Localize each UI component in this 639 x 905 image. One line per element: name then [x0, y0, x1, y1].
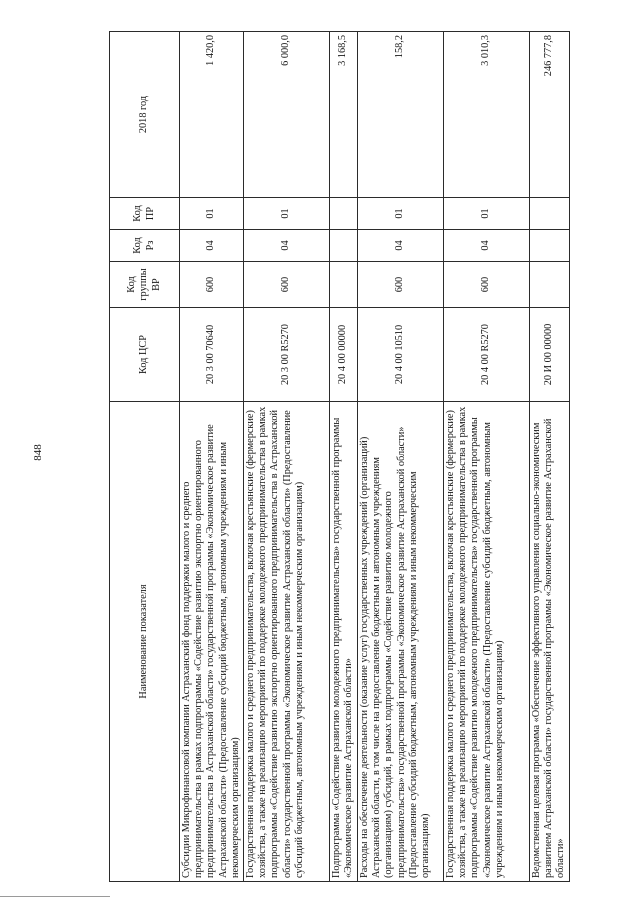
row-name: Субсидии Микрофинансовой компании Астраханский фонд поддержки малого и среднего предпринимательства в рамках подпрограммы «Содействие развитию экспортно ориентированного предпринимательства в Астраханской области» государственной программы «Экономическое развитие Астраханской области» (Предоставление субсидий бюджетным, автономным учреждениям и иным некоммерческим организациям): [180, 402, 244, 882]
row-rz: 04: [358, 230, 444, 262]
row-rz: [330, 230, 358, 262]
row-name: Подпрограмма «Содействие развитию молодежного предпринимательства» государственной программы «Экономическое развитие Астраханской области»: [330, 402, 358, 882]
header-rz: Код Рз: [110, 230, 180, 262]
row-pr: 01: [358, 198, 444, 230]
row-name: Расходы на обеспечение деятельности (оказание услуг) государственных учреждений (организаций) Астраханской области, в том числе на предоставление бюджетным и автономным учреждениям (организациям) субсидий, в рамках подпрограммы «Содействие развитию молодежного предпринимательства» государственной программы «Экономическое развитие Астраханской области» (Предоставление субсидий бюджетным, автономным учреждениям и иным некоммерческим организациям): [358, 402, 444, 882]
header-name: Наименование показателя: [110, 402, 180, 882]
row-amount: 1 420,0: [180, 32, 244, 198]
row-csr: 20 3 00 70640: [180, 308, 244, 402]
row-name: Государственная поддержка малого и среднего предпринимательства, включая крестьянские (фермерские) хозяйства, а также на реализацию мероприятий по поддержке молодежного предпринимательства в рамках подпрограммы «Содействие развитию экспортно ориентированного предпринимательства в Астраханской области» государственной программы «Экономическое развитие Астраханской области» (Предоставление субсидий бюджетным, автономным учреждениям и иным некоммерческим организациям): [244, 402, 330, 882]
header-csr: Код ЦСР: [110, 308, 180, 402]
row-pr: 01: [444, 198, 530, 230]
row-rz: 04: [180, 230, 244, 262]
row-csr: 20 4 00 10510: [358, 308, 444, 402]
row-amount: 158,2: [358, 32, 444, 198]
row-vr: 600: [244, 262, 330, 308]
row-rz: 04: [444, 230, 530, 262]
page-number: 848: [32, 444, 44, 461]
row-rz: 04: [244, 230, 330, 262]
row-pr: 01: [180, 198, 244, 230]
header-year: 2018 год: [110, 32, 180, 198]
row-vr: 600: [180, 262, 244, 308]
row-amount: 246 777,8: [530, 32, 570, 198]
row-pr: [330, 198, 358, 230]
row-vr: 600: [444, 262, 530, 308]
table-row: [358, 32, 444, 882]
row-vr: [330, 262, 358, 308]
table-row: [530, 32, 570, 882]
scan-edge-line: [0, 896, 110, 897]
row-csr: 20 3 00 R5270: [244, 308, 330, 402]
row-rz: [530, 230, 570, 262]
row-pr: 01: [244, 198, 330, 230]
row-amount: 3 010,3: [444, 32, 530, 198]
table-row: [330, 32, 358, 882]
row-csr: 20 4 00 R5270: [444, 308, 530, 402]
header-pr: Код ПР: [110, 198, 180, 230]
row-amount: 3 168,5: [330, 32, 358, 198]
row-name: Государственная поддержка малого и среднего предпринимательства, включая крестьянские (фермерские) хозяйства, а также на реализацию мероприятий по поддержке молодежного предпринимательства в рамках подпрограммы «Содействие развитию молодежного предпринимательства» государственной программы «Экономическое развитие Астраханской области» (Предоставление субсидий бюджетным, автономным учреждениям и иным некоммерческим организациям): [444, 402, 530, 882]
table-header-row: [110, 32, 180, 882]
row-csr: 20 4 00 00000: [330, 308, 358, 402]
table-row: [444, 32, 530, 882]
table-row: [180, 32, 244, 882]
row-vr: [530, 262, 570, 308]
row-csr: 20 И 00 00000: [530, 308, 570, 402]
row-pr: [530, 198, 570, 230]
table-row: [244, 32, 330, 882]
header-vr: Код группы ВР: [110, 262, 180, 308]
row-vr: 600: [358, 262, 444, 308]
rotated-table-container: [109, 32, 567, 882]
row-amount: 6 000,0: [244, 32, 330, 198]
row-name: Ведомственная целевая программа «Обеспечение эффективного управления социально-экономическим развитием Астраханской области» государственной программы «Экономическое развитие Астраханской области»: [530, 402, 570, 882]
budget-table: [109, 31, 570, 882]
